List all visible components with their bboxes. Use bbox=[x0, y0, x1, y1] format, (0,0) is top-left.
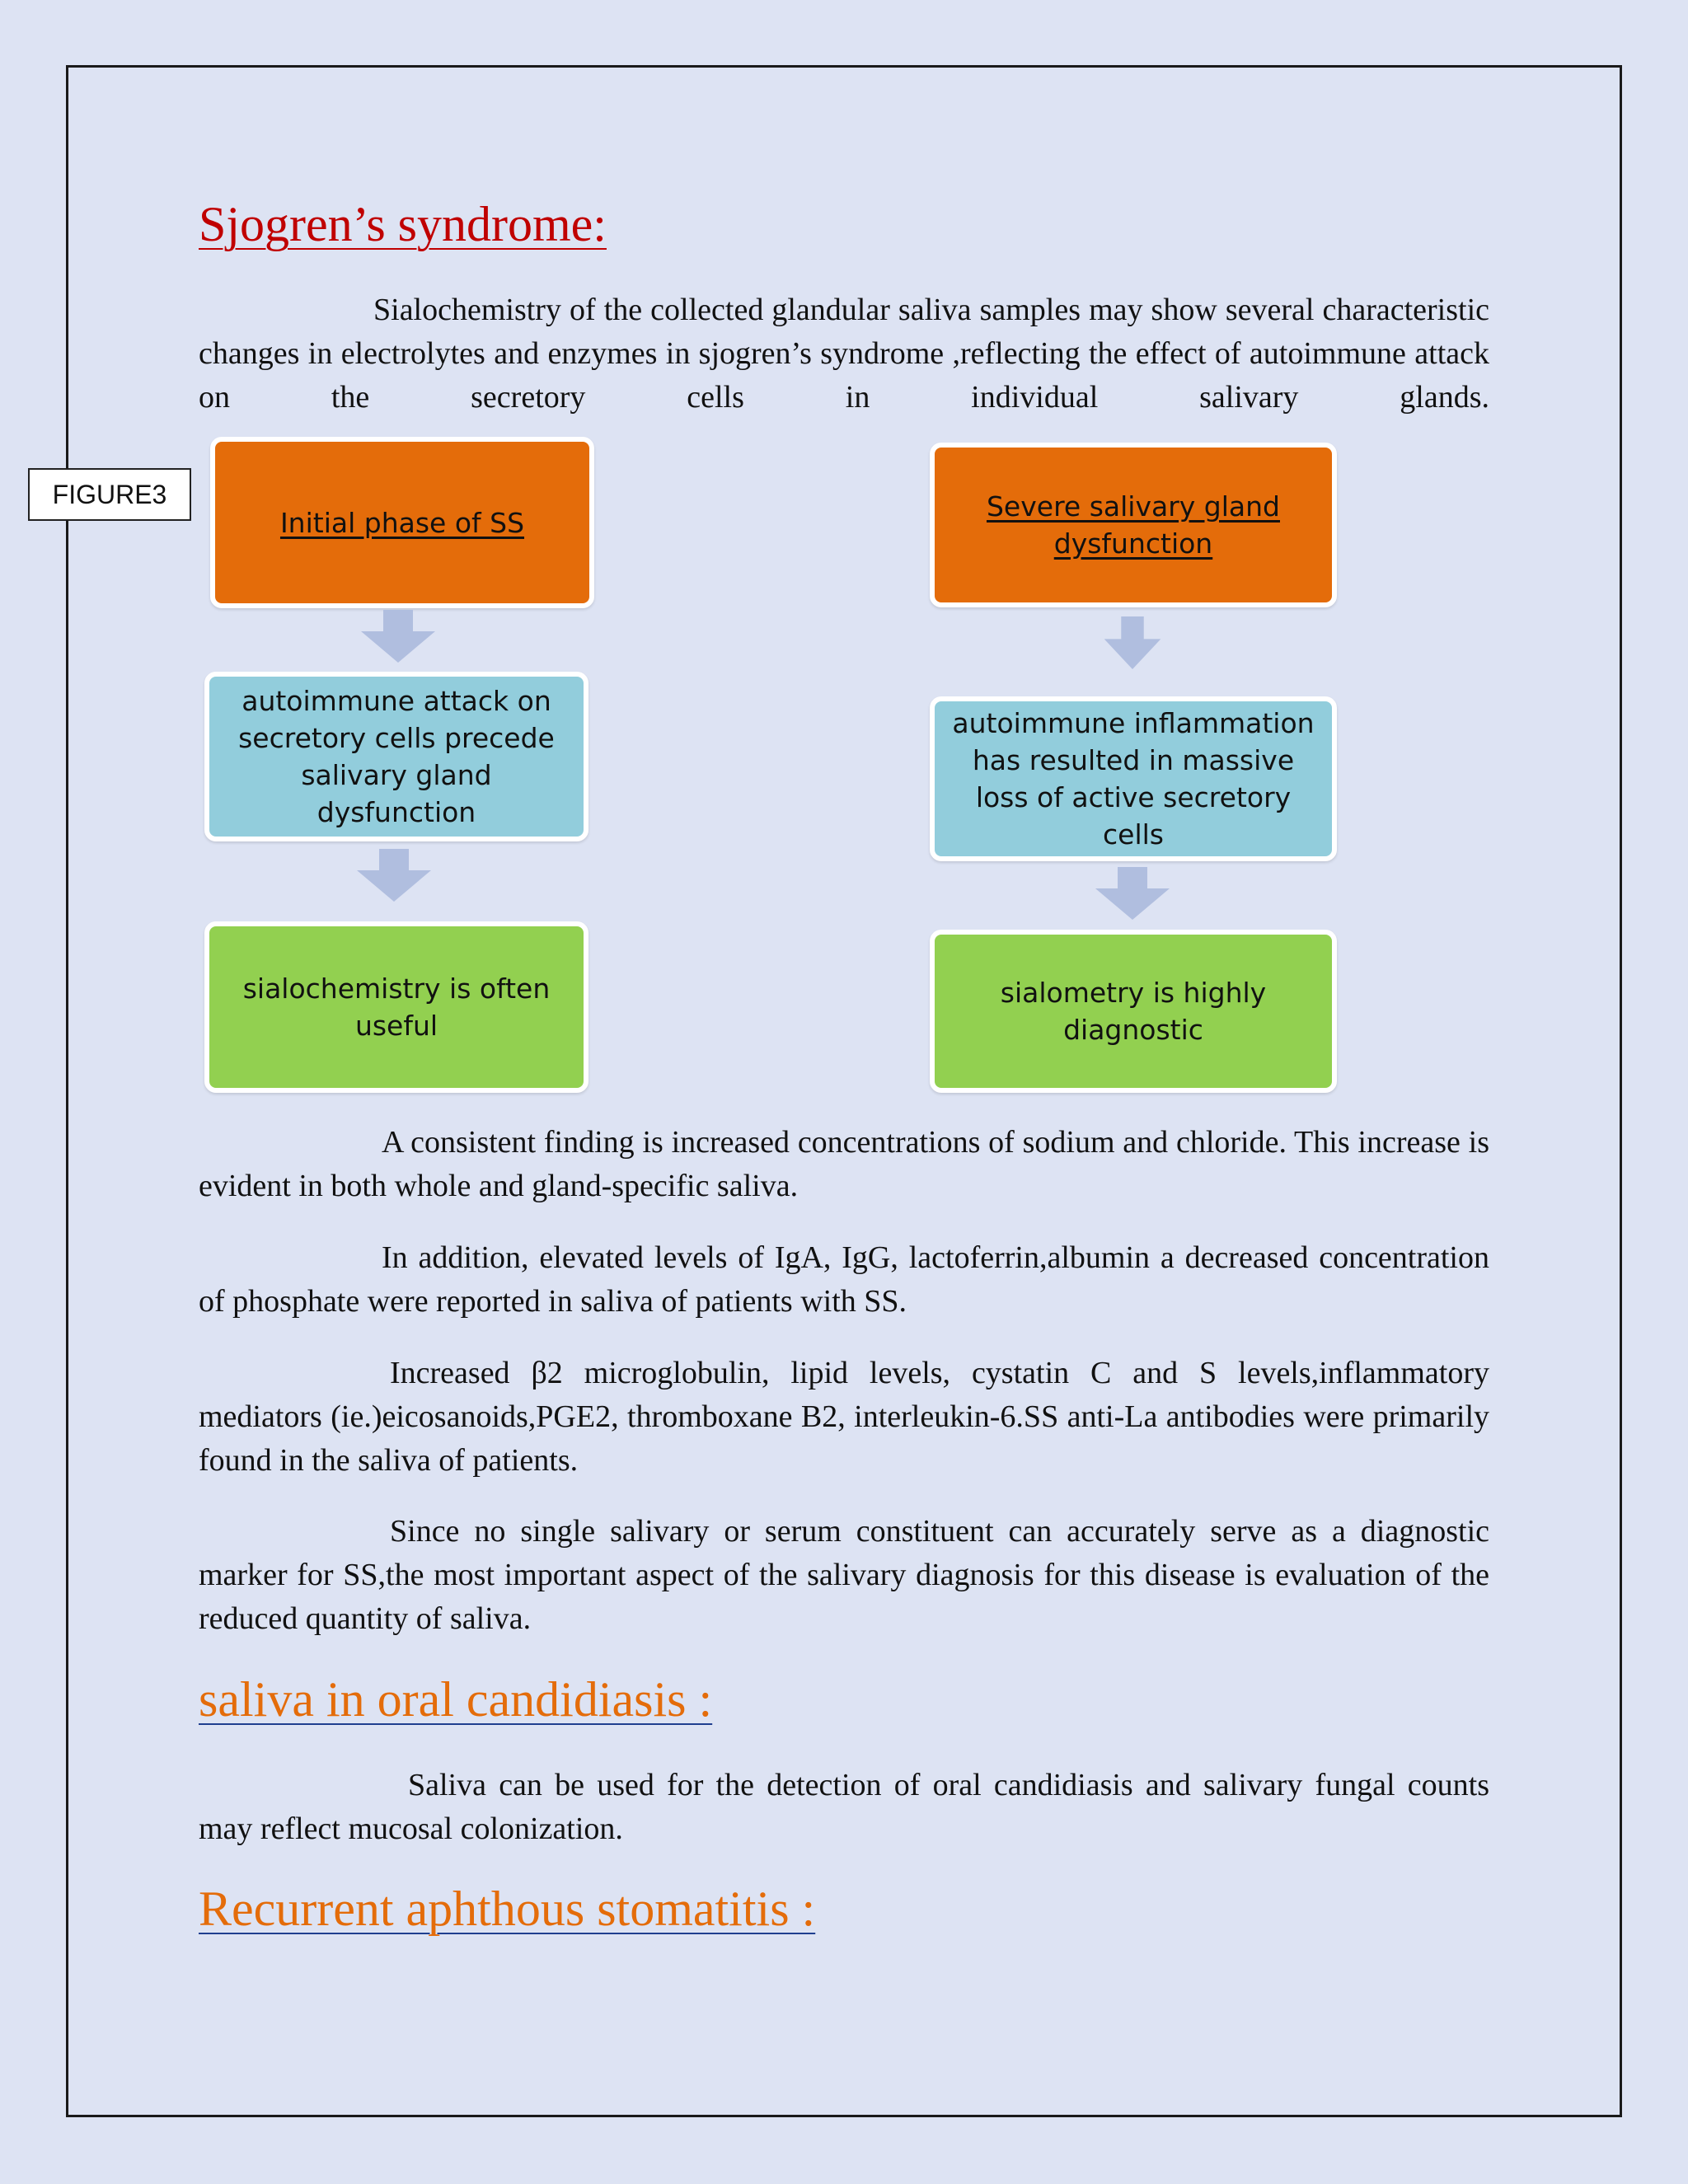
flow-left-bottom-text: sialochemistry is often useful bbox=[242, 972, 551, 1042]
flow-right-bottom-box bbox=[930, 930, 1337, 1093]
flow-left-top-text: Initial phase of SS bbox=[279, 506, 525, 539]
flow-left-middle-box bbox=[204, 672, 588, 841]
candidiasis-heading: saliva in oral candidiasis : bbox=[199, 1672, 713, 1727]
figure-label: FIGURE3 bbox=[28, 468, 191, 521]
candidiasis-text: Saliva can be used for the detection of oral candidiasis and salivary fungal counts may reflect mucosal colonization. bbox=[199, 1768, 1489, 1846]
paragraph-sodium-chloride: A consistent finding is increased concentrations of sodium and chloride. This increase is evident in both whole and gland-specific saliva. bbox=[199, 1125, 1489, 1203]
aphthous-heading: Recurrent aphthous stomatitis : bbox=[199, 1882, 816, 1936]
flow-left-arrow-1 bbox=[361, 610, 435, 663]
paragraph-increased-markers: Increased β2 microglobulin, lipid levels, cystatin C and S levels,inflammatory mediators (ie.)eicosanoids,PGE2, thromboxane B2, interleukin-6.SS anti-La antibodies were primarily found in the saliva of patients. bbox=[199, 1356, 1489, 1478]
flow-left-top-box bbox=[210, 437, 594, 608]
paragraph-diagnostic-marker: Since no single salivary or serum constituent can accurately serve as a diagnostic marker for SS,the most important aspect of the salivary diagnosis for this disease is evaluation of the reduced quantity of saliva. bbox=[199, 1514, 1489, 1636]
paragraph-elevated-levels: In addition, elevated levels of IgA, IgG, lactoferrin,albumin a decreased concentration of phosphate were reported in saliva of patients with SS. bbox=[199, 1240, 1489, 1319]
flow-right-middle-text: autoimmune inflammation has resulted in massive loss of active secretory cells bbox=[952, 707, 1315, 851]
flow-right-arrow-1 bbox=[1095, 616, 1170, 669]
flow-left-bottom-box bbox=[204, 921, 588, 1093]
flow-right-middle-box bbox=[930, 696, 1337, 861]
flow-right-arrow-2 bbox=[1095, 867, 1170, 920]
flow-left-arrow-2 bbox=[357, 849, 431, 902]
flow-right-top-text: Severe salivary gland dysfunction bbox=[986, 490, 1280, 560]
sjogren-intro: Sialochemistry of the collected glandular saliva samples may show several characteristic changes in electrolytes and enzymes in sjogren’s syndrome ,reflecting the effect of autoimmune attack on the secretory cells in individual salivary glands. bbox=[199, 293, 1489, 415]
flow-right-top-box bbox=[930, 443, 1337, 607]
sjogren-heading: Sjogren’s syndrome: bbox=[199, 197, 607, 251]
flow-right-bottom-text: sialometry is highly diagnostic bbox=[1000, 977, 1267, 1046]
flow-left-middle-text: autoimmune attack on secretory cells precede salivary gland dysfunction bbox=[238, 685, 555, 828]
